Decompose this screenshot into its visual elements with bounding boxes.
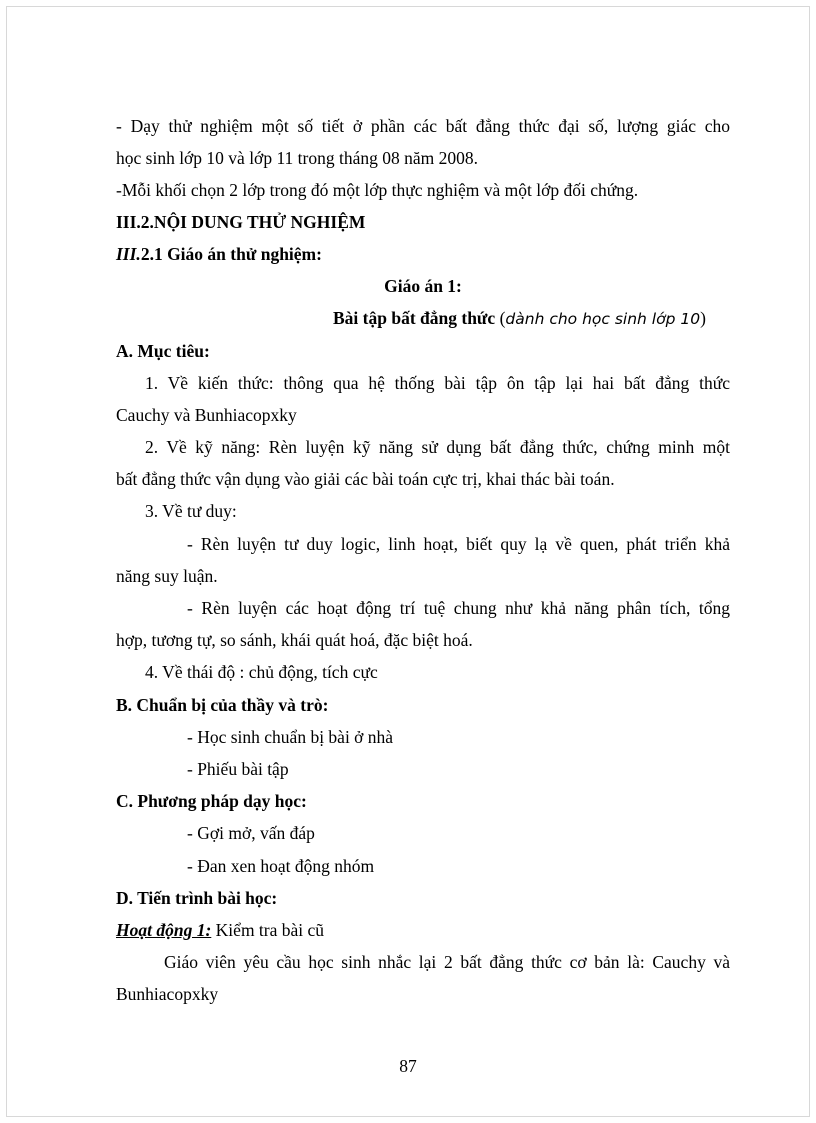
intro-line-1: - Dạy thử nghiệm một số tiết ở phần các bất đẳng thức đại số, lượng giác cho <box>116 116 730 136</box>
subsection-heading <box>116 243 322 265</box>
section-c-heading: C. Phương pháp dạy học: <box>116 791 307 811</box>
a-item-1-line-2: Cauchy và Bunhiacopxky <box>116 405 297 425</box>
b-item-2: - Phiếu bài tập <box>187 759 289 779</box>
section-d-heading: D. Tiến trình bài học: <box>116 888 278 908</box>
d-paragraph-line-1: Giáo viên yêu cầu học sinh nhắc lại 2 bất đẳng thức cơ bản là: Cauchy và <box>164 952 730 972</box>
lesson-title: Giáo án 1: <box>384 276 462 296</box>
section-b-heading: B. Chuẩn bị của thầy và trò: <box>116 695 329 715</box>
subsection-prefix: III. <box>116 244 141 264</box>
b-item-1: - Học sinh chuẩn bị bài ở nhà <box>187 727 394 747</box>
lesson-subtitle <box>333 307 706 330</box>
section-heading: III.2.NỘI DUNG THỬ NGHIỆM <box>116 212 366 232</box>
page-number: 87 <box>399 1056 417 1076</box>
a-item-3: 3. Về tư duy: <box>145 501 237 521</box>
d-paragraph-line-2: Bunhiacopxky <box>116 984 219 1004</box>
a-item-4: 4. Về thái độ : chủ động, tích cực <box>145 662 378 682</box>
lesson-subtitle-main: Bài tập bất đẳng thức <box>333 308 496 328</box>
a-item-3b-line-2: hợp, tương tự, so sánh, khái quát hoá, đặc biệt hoá. <box>116 630 473 650</box>
a-item-2-line-1: 2. Về kỹ năng: Rèn luyện kỹ năng sử dụng bất đẳng thức, chứng minh một <box>145 437 730 457</box>
a-item-1-line-1: 1. Về kiến thức: thông qua hệ thống bài tập ôn tập lại hai bất đẳng thức <box>145 373 730 393</box>
lesson-subtitle-open: ( <box>495 308 506 328</box>
subsection-text: 2.1 Giáo án thử nghiệm: <box>140 244 322 264</box>
activity-1-text: Kiểm tra bài cũ <box>211 920 325 940</box>
a-item-2-line-2: bất đẳng thức vận dụng vào giải các bài toán cực trị, khai thác bài toán. <box>116 469 615 489</box>
intro-line-2: học sinh lớp 10 và lớp 11 trong tháng 08 năm 2008. <box>116 148 478 168</box>
lesson-subtitle-close: ) <box>700 308 706 328</box>
a-item-3b-line-1: - Rèn luyện các hoạt động trí tuệ chung như khả năng phân tích, tổng <box>187 598 730 618</box>
activity-1-label: Hoạt động 1: <box>116 920 212 940</box>
intro-line-3: -Mỗi khối chọn 2 lớp trong đó một lớp thực nghiệm và một lớp đối chứng. <box>116 180 639 200</box>
section-a-heading: A. Mục tiêu: <box>116 341 210 361</box>
c-item-2: - Đan xen hoạt động nhóm <box>187 856 375 876</box>
c-item-1: - Gợi mở, vấn đáp <box>187 823 315 843</box>
a-item-3a-line-1: - Rèn luyện tư duy logic, linh hoạt, biết quy lạ về quen, phát triển khả <box>187 534 730 554</box>
activity-1 <box>116 919 324 941</box>
lesson-subtitle-audience: dành cho học sinh lớp 10 <box>505 310 701 328</box>
a-item-3a-line-2: năng suy luận. <box>116 566 218 586</box>
